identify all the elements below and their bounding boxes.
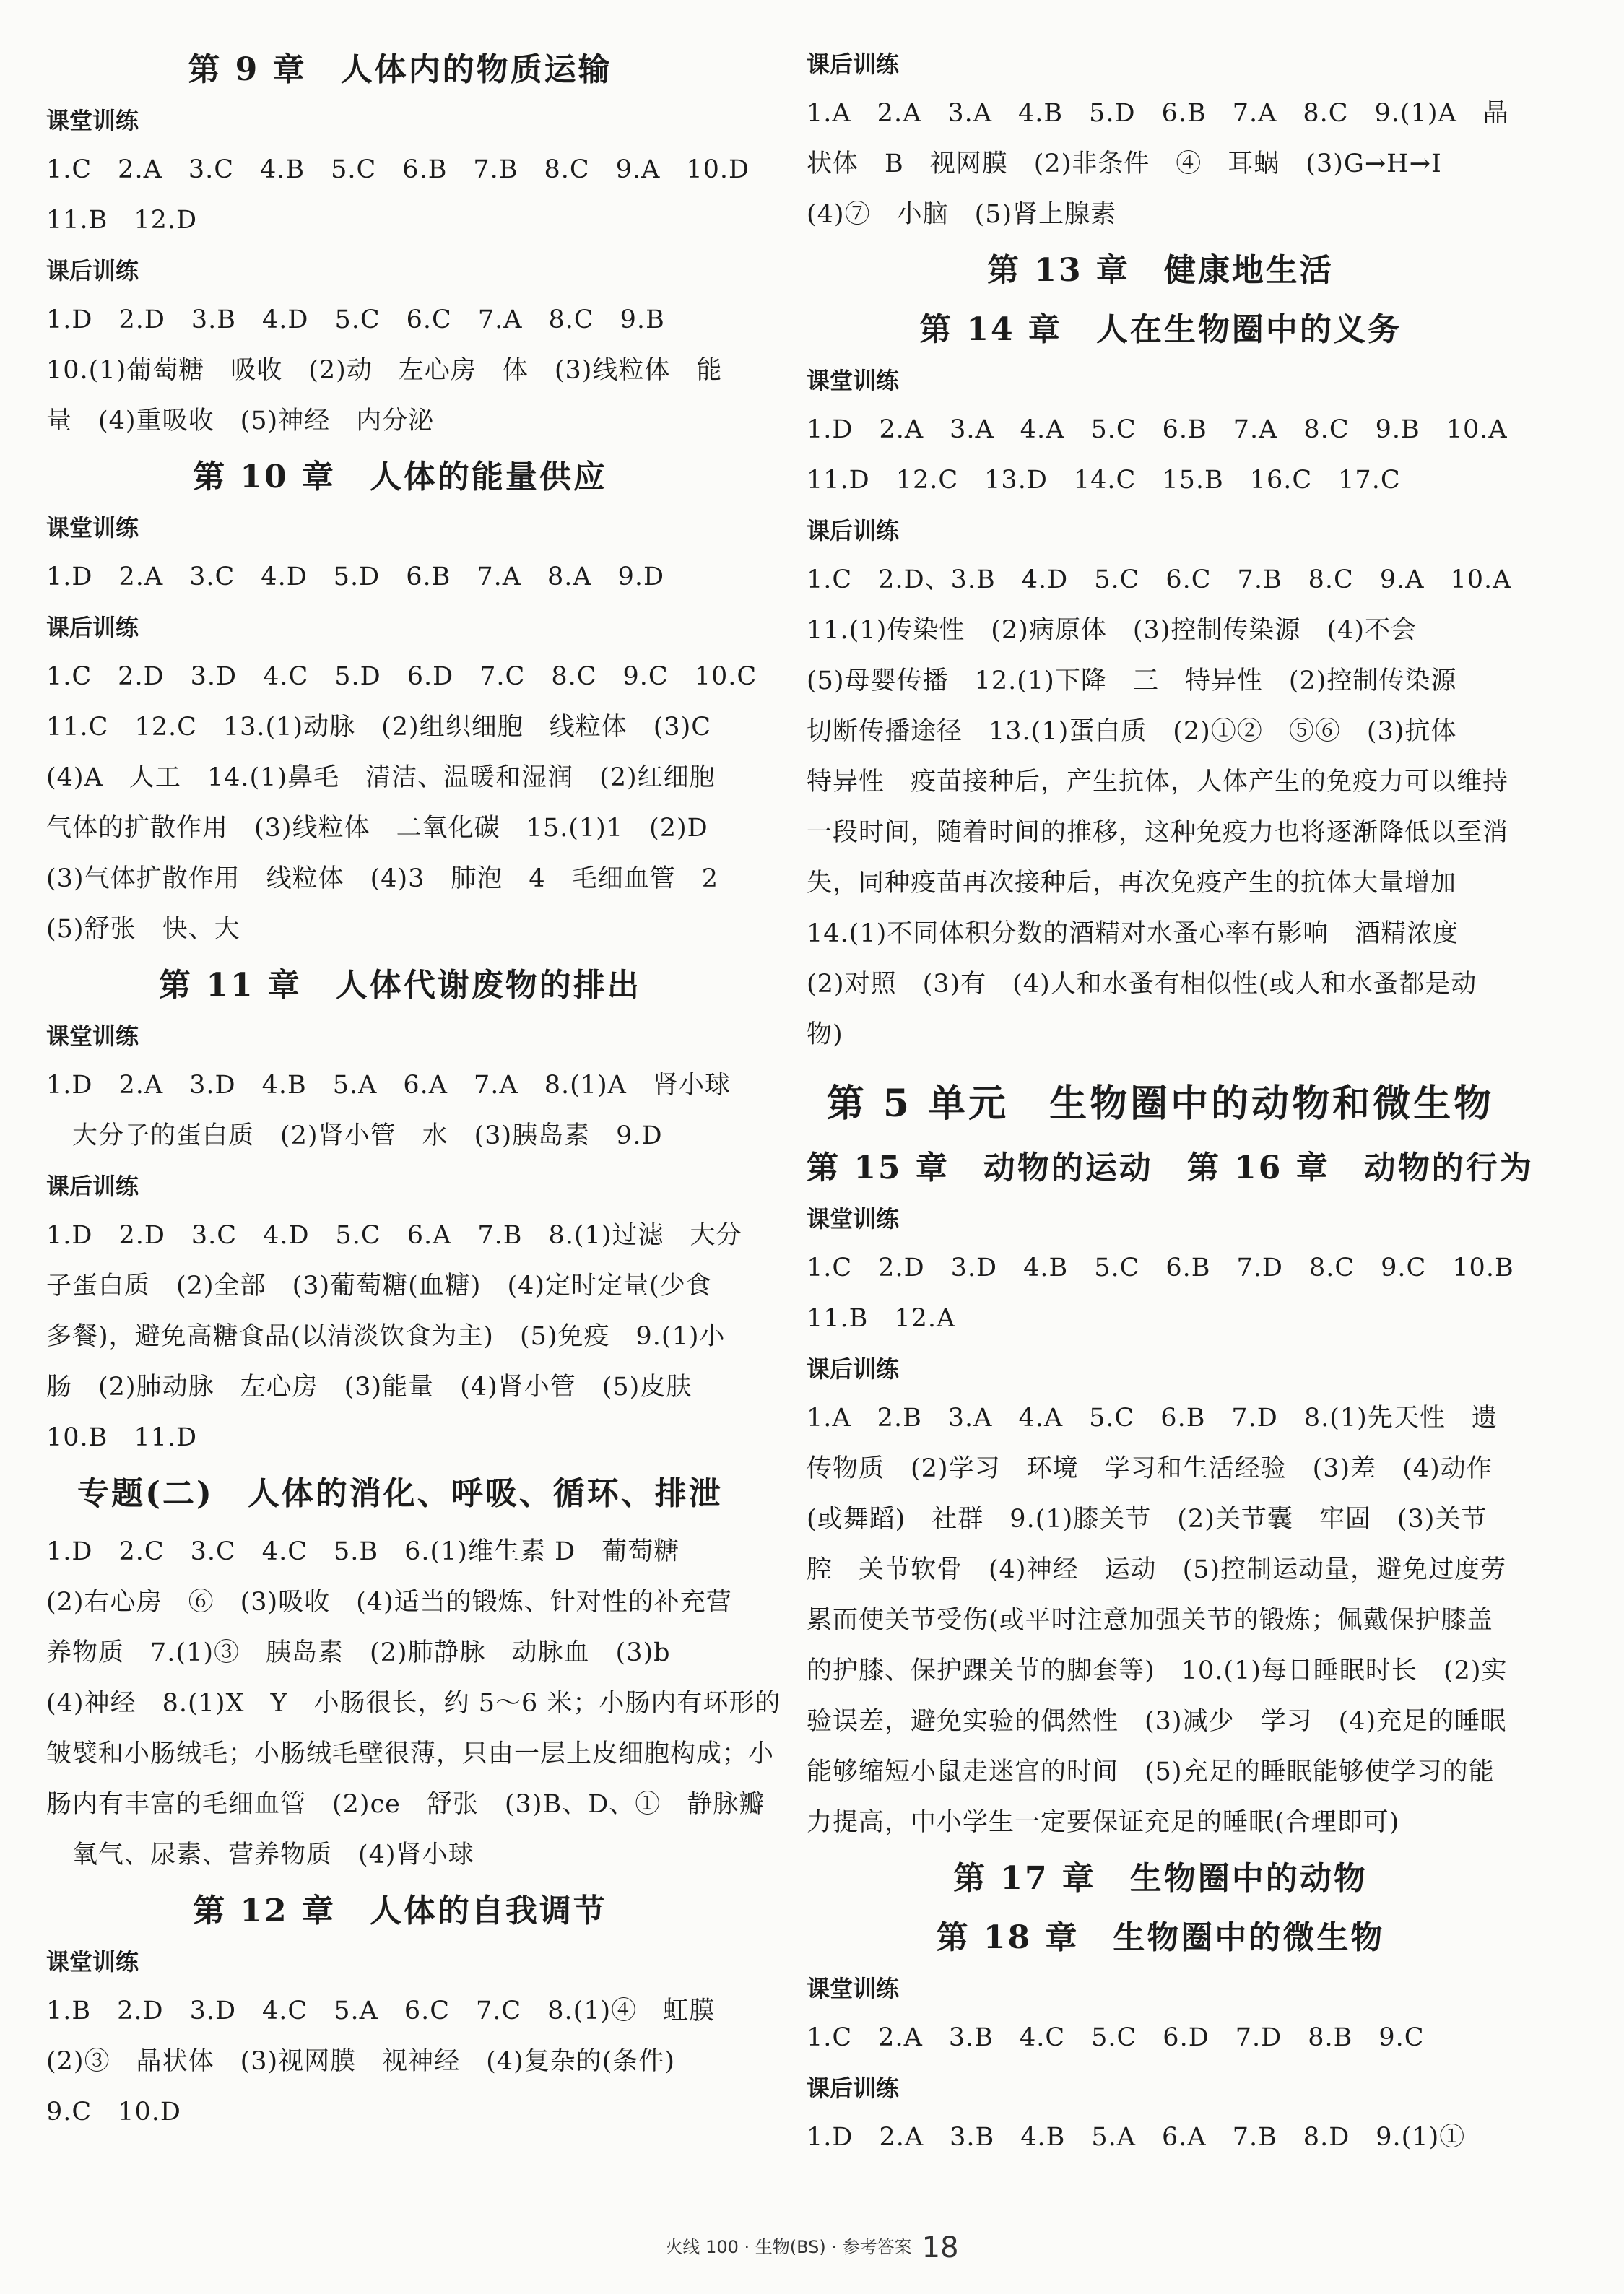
section-heading: 课后训练 xyxy=(807,51,900,78)
answer-line: 的护膝、保护踝关节的脚套等) 10.(1)每日睡眠时长 (2)实 xyxy=(807,1656,1508,1685)
answer-line: 验误差，避免实验的偶然性 (3)减少 学习 (4)充足的睡眠 xyxy=(807,1707,1507,1736)
answer-line: 1.D 2.D 3.B 4.D 5.C 6.C 7.A 8.C 9.B xyxy=(46,305,665,334)
page-number: 18 xyxy=(921,2231,959,2264)
answer-line: 1.C 2.A 3.B 4.C 5.C 6.D 7.D 8.B 9.C xyxy=(807,2023,1425,2052)
answer-line: 1.D 2.A 3.B 4.B 5.A 6.A 7.B 8.D 9.(1)① xyxy=(807,2123,1466,2152)
answer-line: 切断传播途径 13.(1)蛋白质 (2)①② ⑤⑥ (3)抗体 xyxy=(807,717,1457,746)
answer-line: (4)神经 8.(1)X Y 小肠很长，约 5～6 米；小肠内有环形的 xyxy=(46,1689,781,1718)
chapter-title: 第 18 章 生物圈中的微生物 xyxy=(936,1919,1385,1956)
answer-line: 1.C 2.A 3.C 4.B 5.C 6.B 7.B 8.C 9.A 10.D xyxy=(46,155,750,184)
answer-line: (4)A 人工 14.(1)鼻毛 清洁、温暖和湿润 (2)红细胞 xyxy=(46,763,716,792)
answer-line: 氧气、尿素、营养物质 (4)肾小球 xyxy=(46,1841,474,1869)
section-heading: 课堂训练 xyxy=(46,514,139,542)
answer-line: (3)气体扩散作用 线粒体 (4)3 肺泡 4 毛细血管 2 xyxy=(46,864,718,893)
answer-line: (4)⑦ 小脑 (5)肾上腺素 xyxy=(807,200,1117,229)
answer-line: (2)对照 (3)有 (4)人和水蚤有相似性(或人和水蚤都是动 xyxy=(807,970,1477,999)
answer-line: 1.B 2.D 3.D 4.C 5.A 6.C 7.C 8.(1)④ 虹膜 xyxy=(46,1997,716,2025)
footer-text: 火线 100 · 生物(BS) · 参考答案 xyxy=(665,2237,912,2257)
answer-line: 1.C 2.D、3.B 4.D 5.C 6.C 7.B 8.C 9.A 10.A xyxy=(807,565,1512,594)
section-heading: 课后训练 xyxy=(46,614,139,641)
answer-line: 11.B 12.A xyxy=(807,1304,956,1333)
answer-line: 1.D 2.C 3.C 4.C 5.B 6.(1)维生素 D 葡萄糖 xyxy=(46,1537,680,1566)
answer-line: 9.C 10.D xyxy=(46,2098,181,2126)
answer-line: 1.D 2.A 3.C 4.D 5.D 6.B 7.A 8.A 9.D xyxy=(46,562,665,591)
answer-line: 1.A 2.B 3.A 4.A 5.C 6.B 7.D 8.(1)先天性 遗 xyxy=(807,1404,1498,1433)
answer-line: 1.D 2.D 3.C 4.D 5.C 6.A 7.B 8.(1)过滤 大分 xyxy=(46,1221,742,1250)
page-footer xyxy=(0,2231,1624,2264)
chapter-title: 第 10 章 人体的能量供应 xyxy=(193,459,607,495)
chapter-title: 第 14 章 人在生物圈中的义务 xyxy=(919,311,1402,348)
answer-line: 11.C 12.C 13.(1)动脉 (2)组织细胞 线粒体 (3)C xyxy=(46,713,712,742)
answer-line: 1.C 2.D 3.D 4.C 5.D 6.D 7.C 8.C 9.C 10.C xyxy=(46,662,757,691)
answer-line: 状体 B 视网膜 (2)非条件 ④ 耳蜗 (3)G→H→I xyxy=(807,149,1442,178)
answer-line: 物) xyxy=(807,1020,843,1049)
answer-line: 失，同种疫苗再次接种后，再次免疫产生的抗体大量增加 xyxy=(807,869,1457,898)
answer-line: (5)母婴传播 12.(1)下降 三 特异性 (2)控制传染源 xyxy=(807,666,1457,695)
answer-line: (2)右心房 ⑥ (3)吸收 (4)适当的锻炼、针对性的补充营 xyxy=(46,1588,732,1617)
answer-line: 累而使关节受伤(或平时注意加强关节的锻炼；佩戴保护膝盖 xyxy=(807,1606,1493,1635)
chapter-title: 第 13 章 健康地生活 xyxy=(987,252,1334,289)
answer-line: 1.C 2.D 3.D 4.B 5.C 6.B 7.D 8.C 9.C 10.B xyxy=(807,1254,1514,1282)
chapter-title: 第 15 章 动物的运动 第 16 章 动物的行为 xyxy=(807,1150,1534,1186)
chapter-title: 专题(二) 人体的消化、呼吸、循环、排泄 xyxy=(77,1475,723,1512)
section-heading: 课后训练 xyxy=(807,517,900,544)
answer-line: 11.(1)传染性 (2)病原体 (3)控制传染源 (4)不会 xyxy=(807,616,1417,645)
section-heading: 课堂训练 xyxy=(807,1205,900,1233)
answer-line: 能够缩短小鼠走迷宫的时间 (5)充足的睡眠能够使学习的能 xyxy=(807,1758,1495,1786)
answer-line: 肠内有丰富的毛细血管 (2)ce 舒张 (3)B、D、① 静脉瓣 xyxy=(46,1790,765,1819)
answer-line: 气体的扩散作用 (3)线粒体 二氧化碳 15.(1)1 (2)D xyxy=(46,814,708,843)
section-heading: 课后训练 xyxy=(46,257,139,284)
answer-line: 肠 (2)肺动脉 左心房 (3)能量 (4)肾小管 (5)皮肤 xyxy=(46,1373,692,1402)
answer-line: 特异性 疫苗接种后，产生抗体，人体产生的免疫力可以维持 xyxy=(807,768,1509,796)
answer-line: 子蛋白质 (2)全部 (3)葡萄糖(血糖) (4)定时定量(少食 xyxy=(46,1272,712,1300)
answer-line: 力提高，中小学生一定要保证充足的睡眠(合理即可) xyxy=(807,1808,1400,1837)
answer-line: 14.(1)不同体积分数的酒精对水蚤心率有影响 酒精浓度 xyxy=(807,919,1459,948)
answer-line: 10.B 11.D xyxy=(46,1423,198,1452)
answer-line: 一段时间，随着时间的推移，这种免疫力也将逐渐降低以至消 xyxy=(807,818,1509,847)
section-heading: 课堂训练 xyxy=(807,367,900,394)
chapter-title: 第 12 章 人体的自我调节 xyxy=(193,1893,607,1929)
answer-line: 11.B 12.D xyxy=(46,206,198,235)
section-heading: 课后训练 xyxy=(807,1355,900,1383)
right-column xyxy=(807,39,1534,2163)
answer-line: 1.D 2.A 3.A 4.A 5.C 6.B 7.A 8.C 9.B 10.A xyxy=(807,415,1508,444)
answer-line: 10.(1)葡萄糖 吸收 (2)动 左心房 体 (3)线粒体 能 xyxy=(46,356,723,385)
section-heading: 课后训练 xyxy=(46,1173,139,1200)
answer-line: 量 (4)重吸收 (5)神经 内分泌 xyxy=(46,407,435,435)
chapter-title: 第 17 章 生物圈中的动物 xyxy=(953,1860,1368,1897)
chapter-title: 第 9 章 人体内的物质运输 xyxy=(188,51,612,88)
answer-line: 腔 关节软骨 (4)神经 运动 (5)控制运动量，避免过度劳 xyxy=(807,1555,1507,1584)
section-heading: 课堂训练 xyxy=(807,1975,900,2002)
answer-line: 传物质 (2)学习 环境 学习和生活经验 (3)差 (4)动作 xyxy=(807,1454,1493,1483)
section-heading: 课堂训练 xyxy=(46,1022,139,1050)
section-heading: 课堂训练 xyxy=(46,1948,139,1976)
section-heading: 课堂训练 xyxy=(46,107,139,134)
answer-line: 1.A 2.A 3.A 4.B 5.D 6.B 7.A 8.C 9.(1)A 晶 xyxy=(807,99,1509,128)
answer-line: 养物质 7.(1)③ 胰岛素 (2)肺静脉 动脉血 (3)b xyxy=(46,1638,671,1667)
answer-line: (或舞蹈) 社群 9.(1)膝关节 (2)关节囊 牢固 (3)关节 xyxy=(807,1505,1488,1534)
answer-line: (2)③ 晶状体 (3)视网膜 视神经 (4)复杂的(条件) xyxy=(46,2047,676,2076)
chapter-title: 第 11 章 人体代谢废物的排出 xyxy=(159,967,641,1004)
answer-line: 11.D 12.C 13.D 14.C 15.B 16.C 17.C xyxy=(807,466,1401,495)
left-column xyxy=(46,39,781,2137)
section-heading: 课后训练 xyxy=(807,2074,900,2102)
answer-line: 大分子的蛋白质 (2)肾小管 水 (3)胰岛素 9.D xyxy=(46,1121,663,1150)
answer-line: (5)舒张 快、大 xyxy=(46,915,240,944)
answer-line: 多餐)，避免高糖食品(以清淡饮食为主) (5)免疫 9.(1)小 xyxy=(46,1322,726,1351)
answer-line: 1.D 2.A 3.D 4.B 5.A 6.A 7.A 8.(1)A 肾小球 xyxy=(46,1071,731,1100)
unit-title: 第 5 单元 生物圈中的动物和微生物 xyxy=(826,1082,1495,1126)
answer-line: 皱襞和小肠绒毛；小肠绒毛壁很薄，只由一层上皮细胞构成；小 xyxy=(46,1739,775,1768)
